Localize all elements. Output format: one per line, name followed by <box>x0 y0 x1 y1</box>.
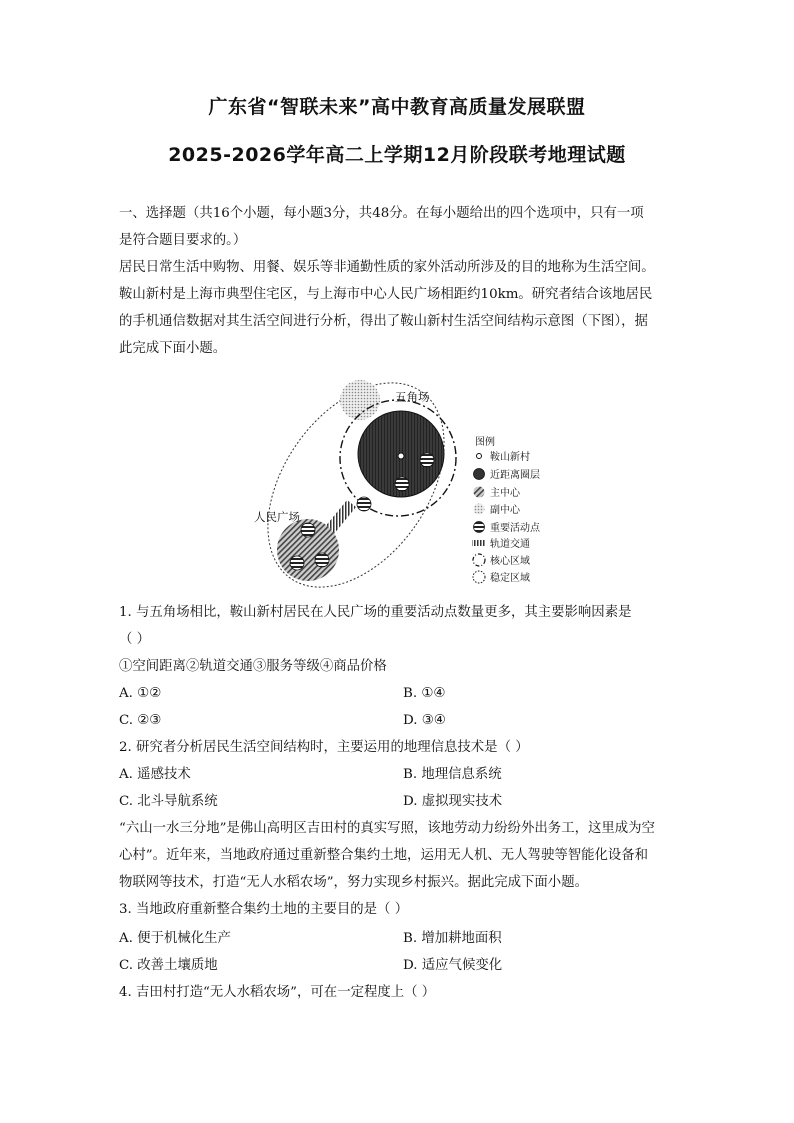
legend-core-icon <box>473 554 485 566</box>
passage1-line2: 鞍山新村是上海市典型住宅区，与上海市中心人民广场相距约10km。研究者结合该地居民 <box>119 287 653 302</box>
exam-title-line2: 2025-2026学年高二上学期12月阶段联考地理试题 <box>168 144 626 166</box>
activity-point <box>420 453 434 467</box>
q2-option-b[interactable]: B. 地理信息系统 <box>403 767 502 782</box>
legend-rail-icon <box>472 540 486 546</box>
q3-option-a[interactable]: A. 便于机械化生产 <box>119 931 231 946</box>
legend-near-ring: 近距离圈层 <box>490 470 540 481</box>
q1-option-a[interactable]: A. ①② <box>119 686 162 701</box>
q1-items: ①空间距离②轨道交通③服务等级④商品价格 <box>119 659 387 674</box>
activity-point <box>395 477 409 491</box>
legend-core: 核心区域 <box>490 556 530 567</box>
q1-option-b[interactable]: B. ①④ <box>403 686 446 701</box>
passage1-line4: 此完成下面小题。 <box>119 341 227 356</box>
legend-anshan: 鞍山新村 <box>490 452 530 463</box>
q1-option-d[interactable]: D. ③④ <box>403 713 446 728</box>
legend-title: 图例 <box>475 437 495 448</box>
passage2-line3: 物联网等技术，打造“无人水稻农场”，努力实现乡村振兴。据此完成下面小题。 <box>119 875 588 890</box>
activity-point <box>290 556 304 570</box>
anshan-xincun-point <box>398 453 404 459</box>
legend-near-ring-icon <box>474 469 485 480</box>
q3-stem: 3. 当地政府重新整合集约土地的主要目的是（ ） <box>119 902 409 917</box>
legend-activity: 重要活动点 <box>490 523 540 534</box>
q2-option-c[interactable]: C. 北斗导航系统 <box>119 794 218 809</box>
q4-stem: 4. 吉田村打造“无人水稻农场”，可在一定程度上（ ） <box>119 985 436 1000</box>
exam-title-line1: 广东省“智联未来”高中教育高质量发展联盟 <box>208 96 586 118</box>
legend-stable-icon <box>473 571 485 583</box>
activity-point <box>357 497 371 511</box>
activity-point <box>315 553 329 567</box>
legend-sub-center: 副中心 <box>490 505 520 516</box>
q2-stem: 2. 研究者分析居民生活空间结构时，主要运用的地理信息技术是（ ） <box>119 740 529 755</box>
legend-stable: 稳定区域 <box>490 573 530 584</box>
passage2-line1: “六山一水三分地”是佛山高明区吉田村的真实写照，该地劳动力纷纷外出务工，这里成为空 <box>119 821 655 836</box>
passage1-line1: 居民日常生活中购物、用餐、娱乐等非通勤性质的家外活动所涉及的目的地称为生活空间。 <box>119 260 655 275</box>
legend-rail: 轨道交通 <box>490 539 530 550</box>
life-space-structure-figure <box>246 370 556 592</box>
label-wujiaochang: 五角场 <box>395 390 430 404</box>
q3-option-d[interactable]: D. 适应气候变化 <box>403 958 503 973</box>
legend-anshan-icon <box>477 454 482 459</box>
q3-option-b[interactable]: B. 增加耕地面积 <box>403 931 502 946</box>
label-renminguangchang: 人民广场 <box>254 510 300 524</box>
legend-main-center: 主中心 <box>490 488 520 499</box>
passage1-line3: 的手机通信数据对其生活空间进行分析，得出了鞍山新村生活空间结构示意图（下图），据 <box>119 314 648 329</box>
passage2-line2: 心村”。近年来，当地政府通过重新整合集约土地，运用无人机、无人驾驶等智能化设备和 <box>119 848 649 863</box>
q2-option-a[interactable]: A. 遥感技术 <box>119 767 191 782</box>
q1-option-c[interactable]: C. ②③ <box>119 713 162 728</box>
instructions-line2: 是符合题目要求的。） <box>119 233 247 248</box>
legend-activity-icon <box>474 522 485 533</box>
q3-option-c[interactable]: C. 改善土壤质地 <box>119 958 218 973</box>
activity-point <box>301 523 315 537</box>
q1-stem-line1: 1. 与五角场相比，鞍山新村居民在人民广场的重要活动点数量更多，其主要影响因素是 <box>119 605 632 620</box>
instructions-line1: 一、选择题（共16个小题，每小题3分，共48分。在每小题给出的四个选项中，只有一项 <box>119 206 644 221</box>
q2-option-d[interactable]: D. 虚拟现实技术 <box>403 794 503 809</box>
legend-main-center-icon <box>474 487 485 498</box>
q1-stem-line2: （ ） <box>119 632 151 647</box>
legend-sub-center-icon <box>474 504 485 515</box>
